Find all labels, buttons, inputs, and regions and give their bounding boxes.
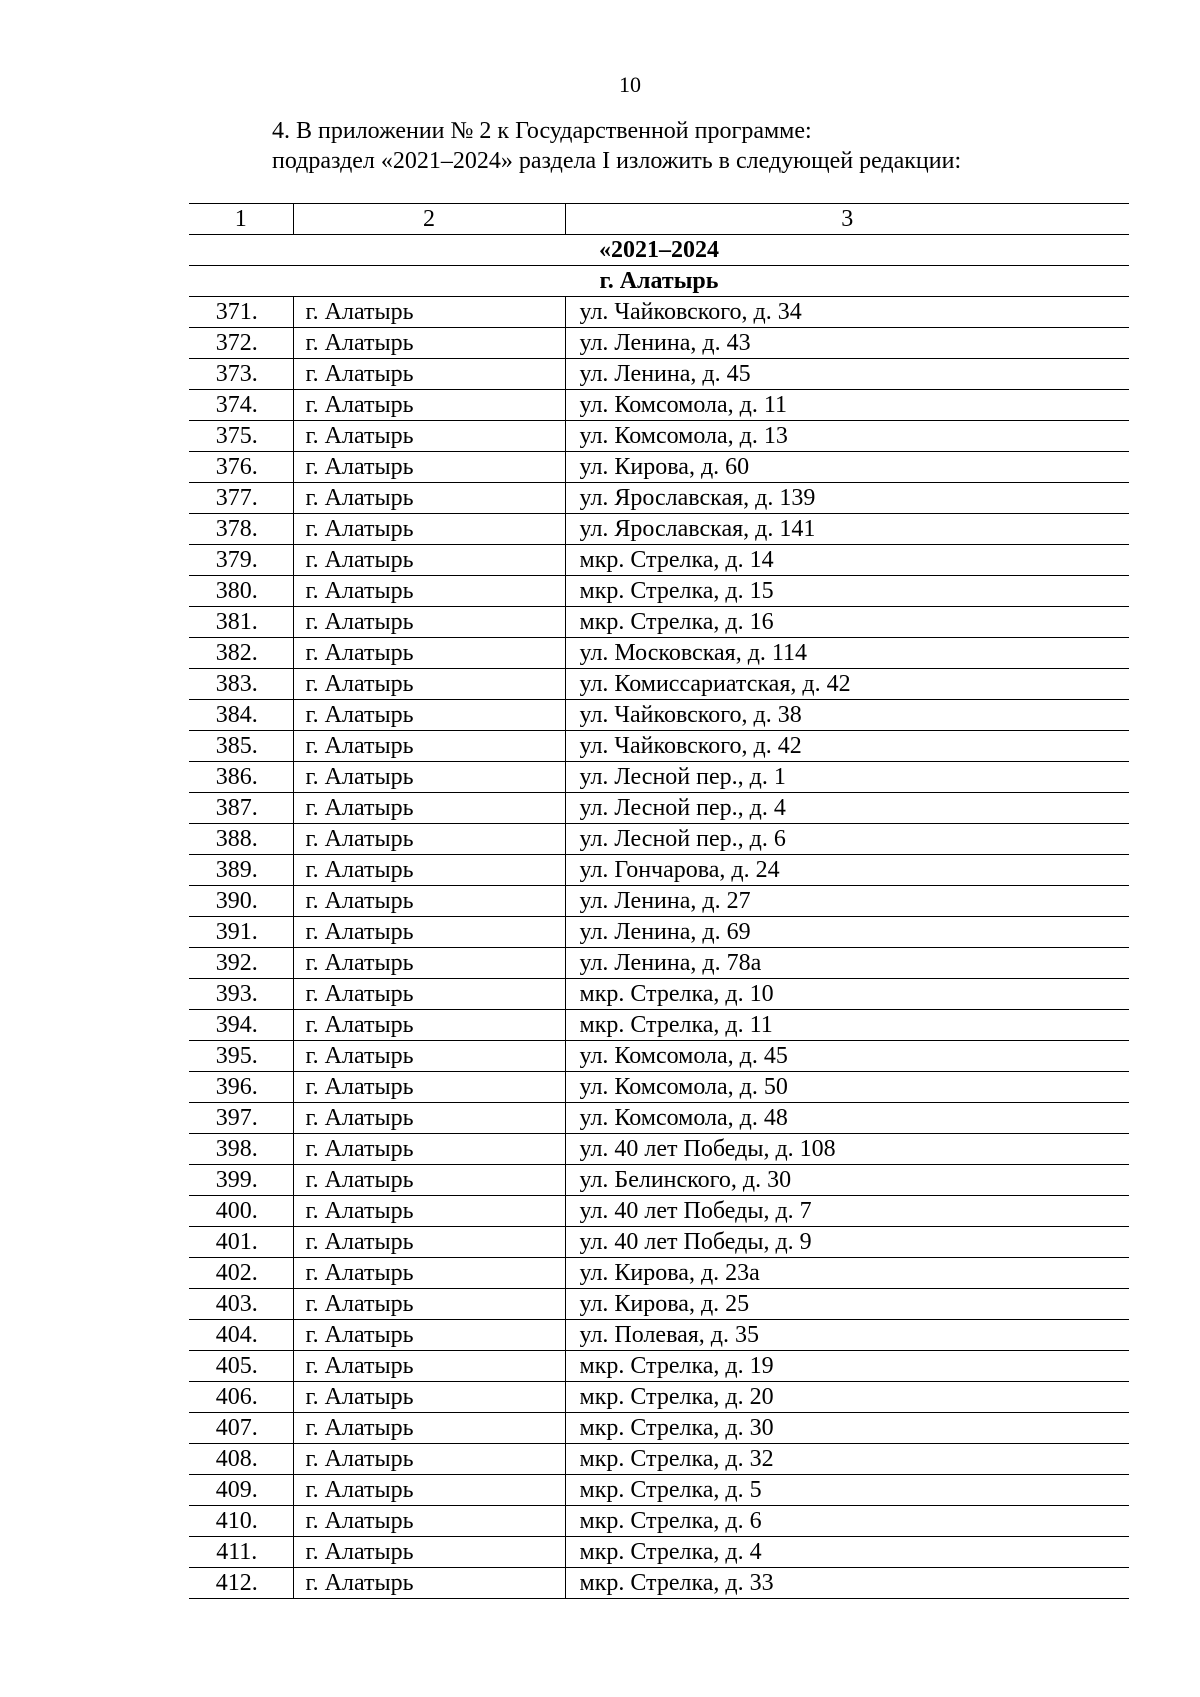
row-address-cell: ул. Ленина, д. 43	[565, 328, 1129, 359]
row-city-cell: г. Алатырь	[293, 1506, 565, 1537]
row-number-cell: 401.	[189, 1227, 293, 1258]
row-number-cell: 400.	[189, 1196, 293, 1227]
row-number-cell: 391.	[189, 917, 293, 948]
row-city-cell: г. Алатырь	[293, 576, 565, 607]
row-number-cell: 379.	[189, 545, 293, 576]
row-address-cell: мкр. Стрелка, д. 4	[565, 1537, 1129, 1568]
period-heading: «2021–2024	[189, 235, 1129, 266]
row-address-cell: ул. 40 лет Победы, д. 7	[565, 1196, 1129, 1227]
row-address-cell: мкр. Стрелка, д. 20	[565, 1382, 1129, 1413]
table-row	[189, 669, 1129, 700]
row-number-cell: 409.	[189, 1475, 293, 1506]
table-row	[189, 979, 1129, 1010]
table-row	[189, 390, 1129, 421]
row-address-cell: ул. Лесной пер., д. 4	[565, 793, 1129, 824]
row-number-cell: 405.	[189, 1351, 293, 1382]
table-row	[189, 886, 1129, 917]
row-city-cell: г. Алатырь	[293, 948, 565, 979]
row-number-cell: 376.	[189, 452, 293, 483]
table-row	[189, 1475, 1129, 1506]
row-city-cell: г. Алатырь	[293, 421, 565, 452]
table-row	[189, 1165, 1129, 1196]
row-city-cell: г. Алатырь	[293, 390, 565, 421]
table-row	[189, 855, 1129, 886]
row-address-cell: ул. Чайковского, д. 38	[565, 700, 1129, 731]
row-number-cell: 377.	[189, 483, 293, 514]
row-address-cell: ул. Чайковского, д. 42	[565, 731, 1129, 762]
table-row	[189, 1289, 1129, 1320]
header-cell-3: 3	[565, 204, 1129, 235]
row-city-cell: г. Алатырь	[293, 1010, 565, 1041]
table-row	[189, 514, 1129, 545]
row-number-cell: 387.	[189, 793, 293, 824]
row-address-cell: мкр. Стрелка, д. 11	[565, 1010, 1129, 1041]
table-row	[189, 545, 1129, 576]
row-city-cell: г. Алатырь	[293, 762, 565, 793]
row-city-cell: г. Алатырь	[293, 1444, 565, 1475]
period-heading-row	[189, 235, 1129, 266]
row-number-cell: 403.	[189, 1289, 293, 1320]
addresses-table	[189, 203, 1129, 1599]
row-city-cell: г. Алатырь	[293, 1103, 565, 1134]
row-address-cell: ул. Ленина, д. 78а	[565, 948, 1129, 979]
header-cell-2: 2	[293, 204, 565, 235]
row-address-cell: ул. Комсомола, д. 11	[565, 390, 1129, 421]
table-row	[189, 1351, 1129, 1382]
table-row	[189, 297, 1129, 328]
table-row	[189, 576, 1129, 607]
row-number-cell: 381.	[189, 607, 293, 638]
row-address-cell: ул. Комсомола, д. 50	[565, 1072, 1129, 1103]
row-address-cell: ул. Ленина, д. 69	[565, 917, 1129, 948]
row-city-cell: г. Алатырь	[293, 1382, 565, 1413]
table-row	[189, 1134, 1129, 1165]
table-row	[189, 917, 1129, 948]
table-row	[189, 1506, 1129, 1537]
row-city-cell: г. Алатырь	[293, 855, 565, 886]
row-city-cell: г. Алатырь	[293, 793, 565, 824]
row-city-cell: г. Алатырь	[293, 1351, 565, 1382]
row-address-cell: ул. Кирова, д. 23а	[565, 1258, 1129, 1289]
row-city-cell: г. Алатырь	[293, 1537, 565, 1568]
page-number: 10	[619, 72, 641, 97]
table-row	[189, 700, 1129, 731]
row-address-cell: ул. Лесной пер., д. 6	[565, 824, 1129, 855]
row-number-cell: 372.	[189, 328, 293, 359]
row-number-cell: 385.	[189, 731, 293, 762]
row-number-cell: 393.	[189, 979, 293, 1010]
row-number-cell: 374.	[189, 390, 293, 421]
table-row	[189, 638, 1129, 669]
row-city-cell: г. Алатырь	[293, 514, 565, 545]
row-number-cell: 371.	[189, 297, 293, 328]
row-city-cell: г. Алатырь	[293, 1227, 565, 1258]
row-address-cell: мкр. Стрелка, д. 32	[565, 1444, 1129, 1475]
row-number-cell: 412.	[189, 1568, 293, 1599]
table-row	[189, 824, 1129, 855]
intro-paragraph	[272, 116, 961, 176]
row-number-cell: 388.	[189, 824, 293, 855]
row-address-cell: мкр. Стрелка, д. 5	[565, 1475, 1129, 1506]
row-number-cell: 398.	[189, 1134, 293, 1165]
table-row	[189, 1568, 1129, 1599]
row-address-cell: ул. Кирова, д. 25	[565, 1289, 1129, 1320]
table-row	[189, 1537, 1129, 1568]
table-row	[189, 1196, 1129, 1227]
row-number-cell: 373.	[189, 359, 293, 390]
row-address-cell: ул. Кирова, д. 60	[565, 452, 1129, 483]
row-address-cell: ул. Комсомола, д. 13	[565, 421, 1129, 452]
row-number-cell: 407.	[189, 1413, 293, 1444]
row-city-cell: г. Алатырь	[293, 1568, 565, 1599]
row-city-cell: г. Алатырь	[293, 731, 565, 762]
row-city-cell: г. Алатырь	[293, 1165, 565, 1196]
row-number-cell: 411.	[189, 1537, 293, 1568]
row-address-cell: ул. Чайковского, д. 34	[565, 297, 1129, 328]
table-row	[189, 1382, 1129, 1413]
table-row	[189, 762, 1129, 793]
city-heading-row	[189, 266, 1129, 297]
row-number-cell: 410.	[189, 1506, 293, 1537]
row-number-cell: 402.	[189, 1258, 293, 1289]
row-city-cell: г. Алатырь	[293, 297, 565, 328]
row-number-cell: 383.	[189, 669, 293, 700]
row-address-cell: ул. Комсомола, д. 48	[565, 1103, 1129, 1134]
row-number-cell: 404.	[189, 1320, 293, 1351]
row-address-cell: ул. Комсомола, д. 45	[565, 1041, 1129, 1072]
intro-line-1: 4. В приложении № 2 к Государственной программе:	[272, 118, 812, 144]
row-city-cell: г. Алатырь	[293, 1320, 565, 1351]
row-address-cell: мкр. Стрелка, д. 14	[565, 545, 1129, 576]
row-city-cell: г. Алатырь	[293, 917, 565, 948]
table-row	[189, 948, 1129, 979]
row-city-cell: г. Алатырь	[293, 452, 565, 483]
table-row	[189, 452, 1129, 483]
table-row	[189, 1320, 1129, 1351]
row-number-cell: 397.	[189, 1103, 293, 1134]
row-address-cell: мкр. Стрелка, д. 30	[565, 1413, 1129, 1444]
row-address-cell: мкр. Стрелка, д. 6	[565, 1506, 1129, 1537]
row-number-cell: 394.	[189, 1010, 293, 1041]
row-city-cell: г. Алатырь	[293, 359, 565, 390]
row-address-cell: ул. Гончарова, д. 24	[565, 855, 1129, 886]
city-heading: г. Алатырь	[189, 266, 1129, 297]
row-city-cell: г. Алатырь	[293, 1072, 565, 1103]
row-address-cell: ул. Полевая, д. 35	[565, 1320, 1129, 1351]
row-number-cell: 399.	[189, 1165, 293, 1196]
row-number-cell: 390.	[189, 886, 293, 917]
row-number-cell: 375.	[189, 421, 293, 452]
row-city-cell: г. Алатырь	[293, 824, 565, 855]
table-row	[189, 731, 1129, 762]
row-city-cell: г. Алатырь	[293, 979, 565, 1010]
row-address-cell: мкр. Стрелка, д. 33	[565, 1568, 1129, 1599]
row-number-cell: 384.	[189, 700, 293, 731]
table-row	[189, 1103, 1129, 1134]
row-address-cell: мкр. Стрелка, д. 10	[565, 979, 1129, 1010]
row-address-cell: ул. 40 лет Победы, д. 9	[565, 1227, 1129, 1258]
row-city-cell: г. Алатырь	[293, 638, 565, 669]
row-address-cell: мкр. Стрелка, д. 15	[565, 576, 1129, 607]
row-city-cell: г. Алатырь	[293, 669, 565, 700]
row-city-cell: г. Алатырь	[293, 328, 565, 359]
table-row	[189, 1041, 1129, 1072]
row-number-cell: 392.	[189, 948, 293, 979]
row-city-cell: г. Алатырь	[293, 1258, 565, 1289]
row-number-cell: 382.	[189, 638, 293, 669]
row-number-cell: 386.	[189, 762, 293, 793]
header-cell-1: 1	[189, 204, 293, 235]
row-city-cell: г. Алатырь	[293, 607, 565, 638]
row-city-cell: г. Алатырь	[293, 483, 565, 514]
table-row	[189, 328, 1129, 359]
row-address-cell: ул. 40 лет Победы, д. 108	[565, 1134, 1129, 1165]
addresses-table-body	[189, 204, 1129, 1599]
row-city-cell: г. Алатырь	[293, 1041, 565, 1072]
row-number-cell: 396.	[189, 1072, 293, 1103]
table-row	[189, 607, 1129, 638]
row-number-cell: 408.	[189, 1444, 293, 1475]
row-city-cell: г. Алатырь	[293, 1196, 565, 1227]
row-city-cell: г. Алатырь	[293, 1413, 565, 1444]
table-row	[189, 1227, 1129, 1258]
table-row	[189, 1413, 1129, 1444]
table-row	[189, 359, 1129, 390]
row-number-cell: 389.	[189, 855, 293, 886]
row-number-cell: 406.	[189, 1382, 293, 1413]
table-row	[189, 793, 1129, 824]
table-row	[189, 1010, 1129, 1041]
row-number-cell: 380.	[189, 576, 293, 607]
row-address-cell: ул. Ленина, д. 45	[565, 359, 1129, 390]
row-address-cell: ул. Ярославская, д. 139	[565, 483, 1129, 514]
table-row	[189, 1258, 1129, 1289]
row-city-cell: г. Алатырь	[293, 545, 565, 576]
row-address-cell: ул. Комиссариатская, д. 42	[565, 669, 1129, 700]
row-city-cell: г. Алатырь	[293, 1289, 565, 1320]
row-number-cell: 378.	[189, 514, 293, 545]
row-address-cell: ул. Московская, д. 114	[565, 638, 1129, 669]
table-row	[189, 421, 1129, 452]
row-number-cell: 395.	[189, 1041, 293, 1072]
row-address-cell: ул. Ленина, д. 27	[565, 886, 1129, 917]
table-row	[189, 1072, 1129, 1103]
row-city-cell: г. Алатырь	[293, 700, 565, 731]
intro-line-2: подраздел «2021–2024» раздела I изложить в следующей редакции:	[272, 148, 962, 174]
row-address-cell: ул. Белинского, д. 30	[565, 1165, 1129, 1196]
table-row	[189, 483, 1129, 514]
table-row	[189, 1444, 1129, 1475]
row-city-cell: г. Алатырь	[293, 1475, 565, 1506]
row-address-cell: ул. Лесной пер., д. 1	[565, 762, 1129, 793]
row-address-cell: мкр. Стрелка, д. 16	[565, 607, 1129, 638]
row-city-cell: г. Алатырь	[293, 886, 565, 917]
row-address-cell: мкр. Стрелка, д. 19	[565, 1351, 1129, 1382]
row-address-cell: ул. Ярославская, д. 141	[565, 514, 1129, 545]
row-city-cell: г. Алатырь	[293, 1134, 565, 1165]
table-header-row	[189, 204, 1129, 235]
